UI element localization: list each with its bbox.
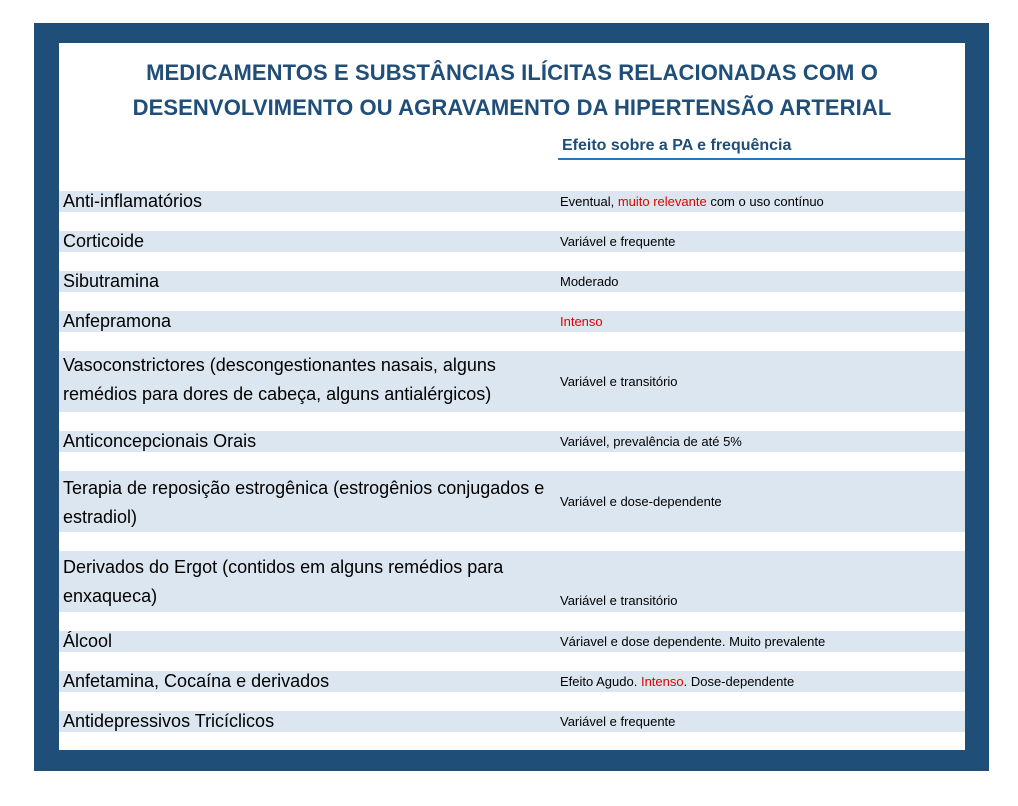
effect-text: Váriavel e dose dependente. Muito prevalente [560, 634, 826, 649]
substance-name: Vasoconstrictores (descongestionantes nasais, alguns remédios para dores de cabeça, alguns antialérgicos) [63, 355, 496, 404]
highlight-text: Intenso [560, 314, 603, 329]
table-row [59, 351, 965, 412]
effect-text: Eventual, muito relevante com o uso contínuo [560, 194, 824, 209]
table-row [59, 711, 965, 732]
page-title [59, 55, 965, 125]
column-header-underline [558, 158, 965, 160]
table-row [59, 191, 965, 212]
table-row [59, 431, 965, 452]
effect-text: Variável e frequente [560, 234, 676, 249]
title-line-2: DESENVOLVIMENTO OU AGRAVAMENTO DA HIPERTENSÃO ARTERIAL [132, 95, 892, 120]
table-row [59, 231, 965, 252]
effect-text: Variável, prevalência de até 5% [560, 434, 742, 449]
highlight-text: muito relevante [617, 194, 707, 209]
substance-name: Anfepramona [63, 311, 172, 331]
effect-column-header: Efeito sobre a PA e frequência [562, 137, 792, 154]
table-row [59, 671, 965, 692]
table-row [59, 551, 965, 612]
effect-text: Variável e dose-dependente [560, 494, 722, 509]
table-row [59, 631, 965, 652]
highlight-text: Intenso [640, 674, 684, 689]
substance-name: Antidepressivos Tricíclicos [63, 711, 275, 731]
substance-name: Derivados do Ergot (contidos em alguns remédios para enxaqueca) [63, 557, 504, 606]
substance-name: Anfetamina, Cocaína e derivados [63, 671, 330, 691]
effect-text: Moderado [560, 274, 619, 289]
effect-text: Variável e frequente [560, 714, 676, 729]
substance-name: Terapia de reposição estrogênica (estrogênios conjugados e estradiol) [63, 478, 545, 527]
substance-name: Corticoide [63, 231, 145, 251]
title-line-1: MEDICAMENTOS E SUBSTÂNCIAS ILÍCITAS RELACIONADAS COM O [146, 60, 878, 85]
effect-text [560, 313, 964, 331]
effect-text: Variável e transitório [560, 593, 678, 608]
substance-name: Sibutramina [63, 271, 160, 291]
table-row [59, 471, 965, 532]
effect-text: Variável e transitório [560, 374, 678, 389]
substance-name: Anticoncepcionais Orais [63, 431, 257, 451]
table-row [59, 311, 965, 332]
effect-text: Efeito Agudo. Intenso. Dose-dependente [560, 674, 795, 689]
substance-name: Anti-inflamatórios [63, 191, 203, 211]
table-row [59, 271, 965, 292]
substance-name: Álcool [63, 631, 113, 651]
